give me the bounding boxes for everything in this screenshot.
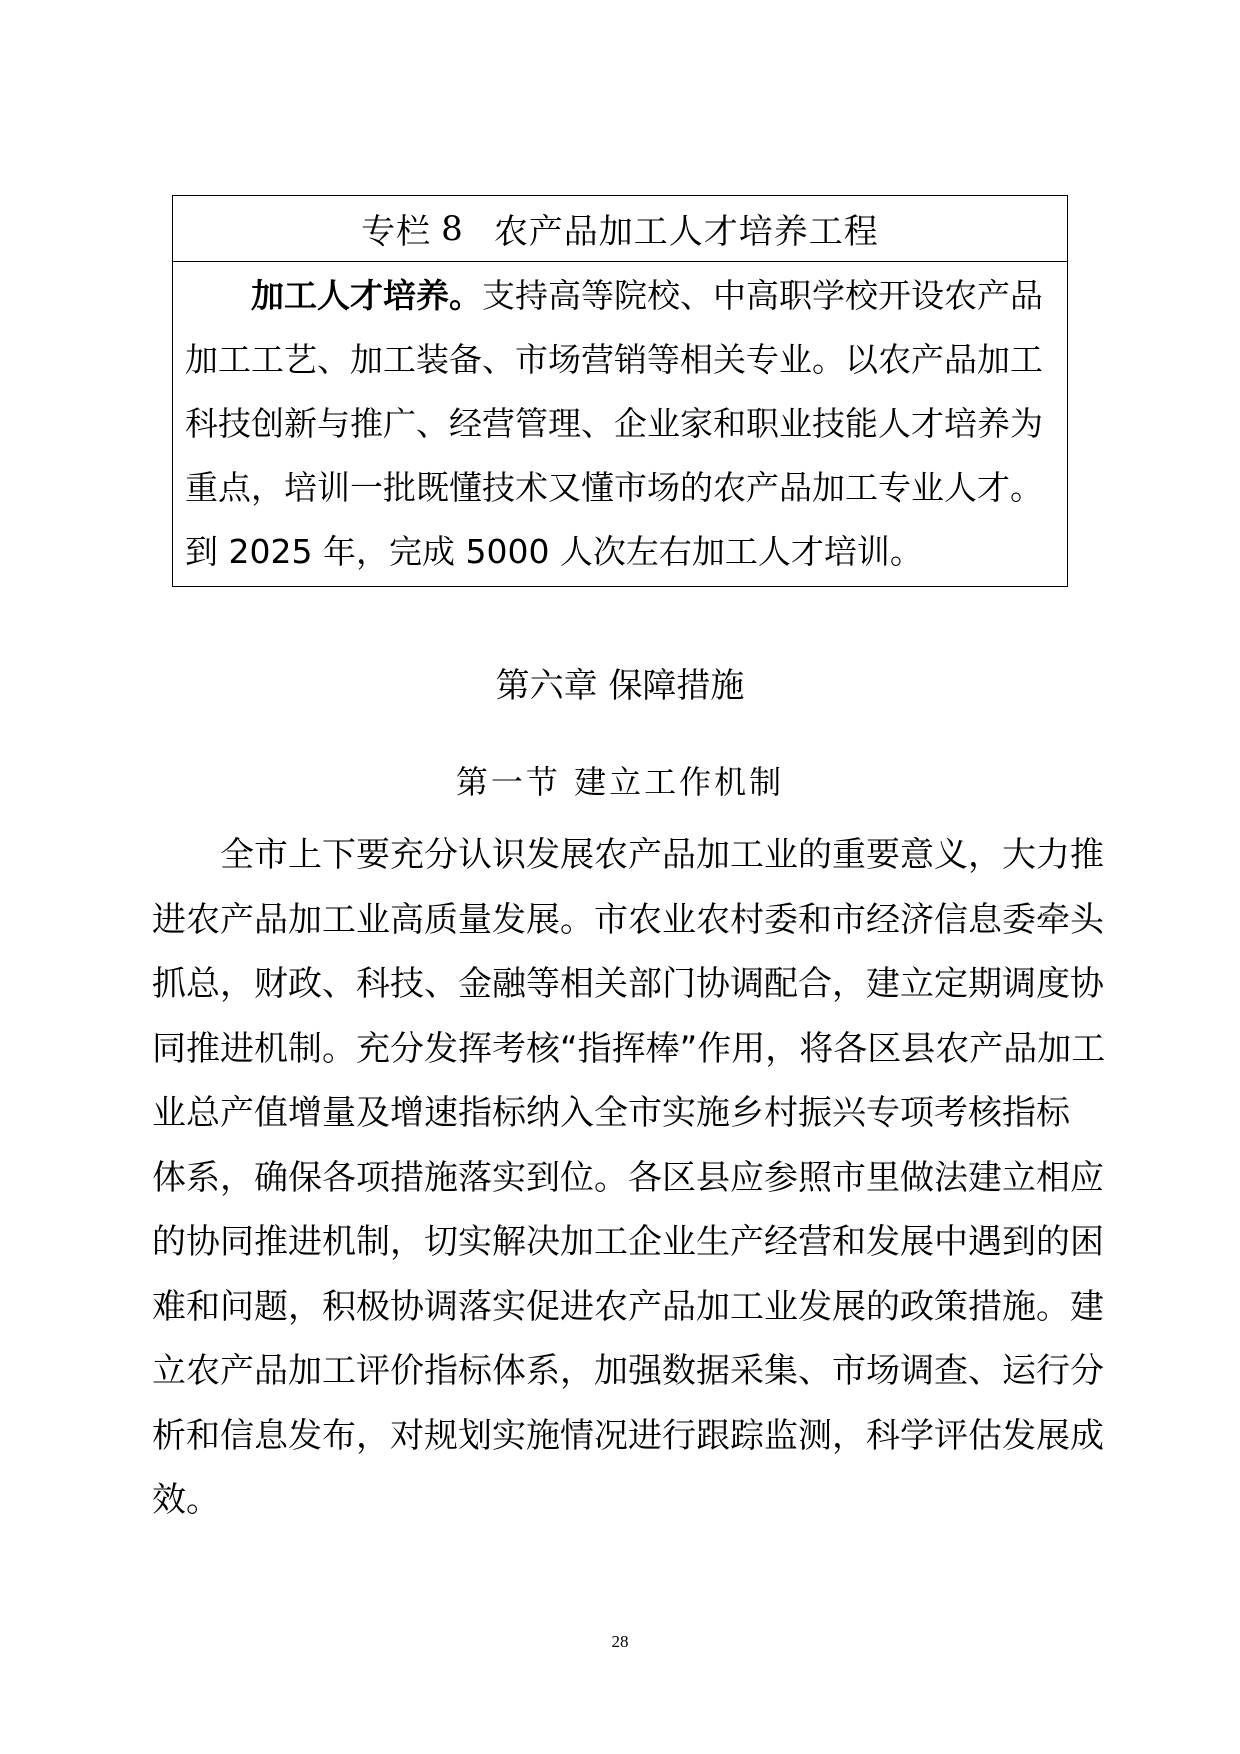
column-line: 到 2025 年，完成 5000 人次左右加工人才培训。 [185,532,923,571]
paragraph-line: 的协同推进机制，切实解决加工企业生产经营和发展中遇到的困 [152,1222,1104,1262]
paragraph-line: 业总产值增量及增速指标纳入全市实施乡村振兴专项考核指标 [152,1093,1070,1133]
paragraph-line: 效。 [152,1480,220,1520]
column-line: 重点，培训一批既懂技术又懂市场的农产品加工专业人才。 [185,468,1043,507]
column-line [185,264,1057,328]
column-box-body [173,262,1067,584]
column-number: 8 [441,208,464,249]
paragraph-line: 体系，确保各项措施落实到位。各区县应参照市里做法建立相应 [152,1157,1104,1198]
paragraph-line: 析和信息发布，对规划实施情况进行跟踪监测，科学评估发展成 [152,1415,1104,1456]
column-box-title [173,196,1067,262]
column-line-text: 支持高等院校、中高职学校开设农产品 [482,276,1043,315]
column-lead: 加工人才培养。 [251,276,482,315]
column-title: 农产品加工人才培养工程 [493,212,879,252]
column-box [172,195,1068,587]
chapter-title: 第六章 保障措施 [495,666,745,706]
paragraph-line: 难和问题，积极协调落实促进农产品加工业发展的政策措施。建 [152,1286,1104,1327]
paragraph-line: 进农产品加工业高质量发展。市农业农村委和市经济信息委牵头 [152,899,1104,940]
paragraph-line: 抓总，财政、科技、金融等相关部门协调配合，建立定期调度协 [152,964,1104,1004]
column-line: 加工工艺、加工装备、市场营销等相关专业。以农产品加工 [185,340,1043,379]
paragraph-line: 全市上下要充分认识发展农产品加工业的重要意义，大力推 [220,835,1104,875]
column-line: 科技创新与推广、经营管理、企业家和职业技能人才培养为 [185,404,1043,443]
paragraph-line: 同推进机制。充分发挥考核“指挥棒”作用，将各区县农产品加工 [152,1028,1106,1069]
body-paragraph [152,823,1106,1533]
column-label: 专栏 [361,212,432,252]
section-title: 第一节 建立工作机制 [455,763,785,801]
page-number: 28 [611,1632,629,1651]
paragraph-line: 立农产品加工评价指标体系，加强数据采集、市场调查、运行分 [152,1351,1104,1391]
